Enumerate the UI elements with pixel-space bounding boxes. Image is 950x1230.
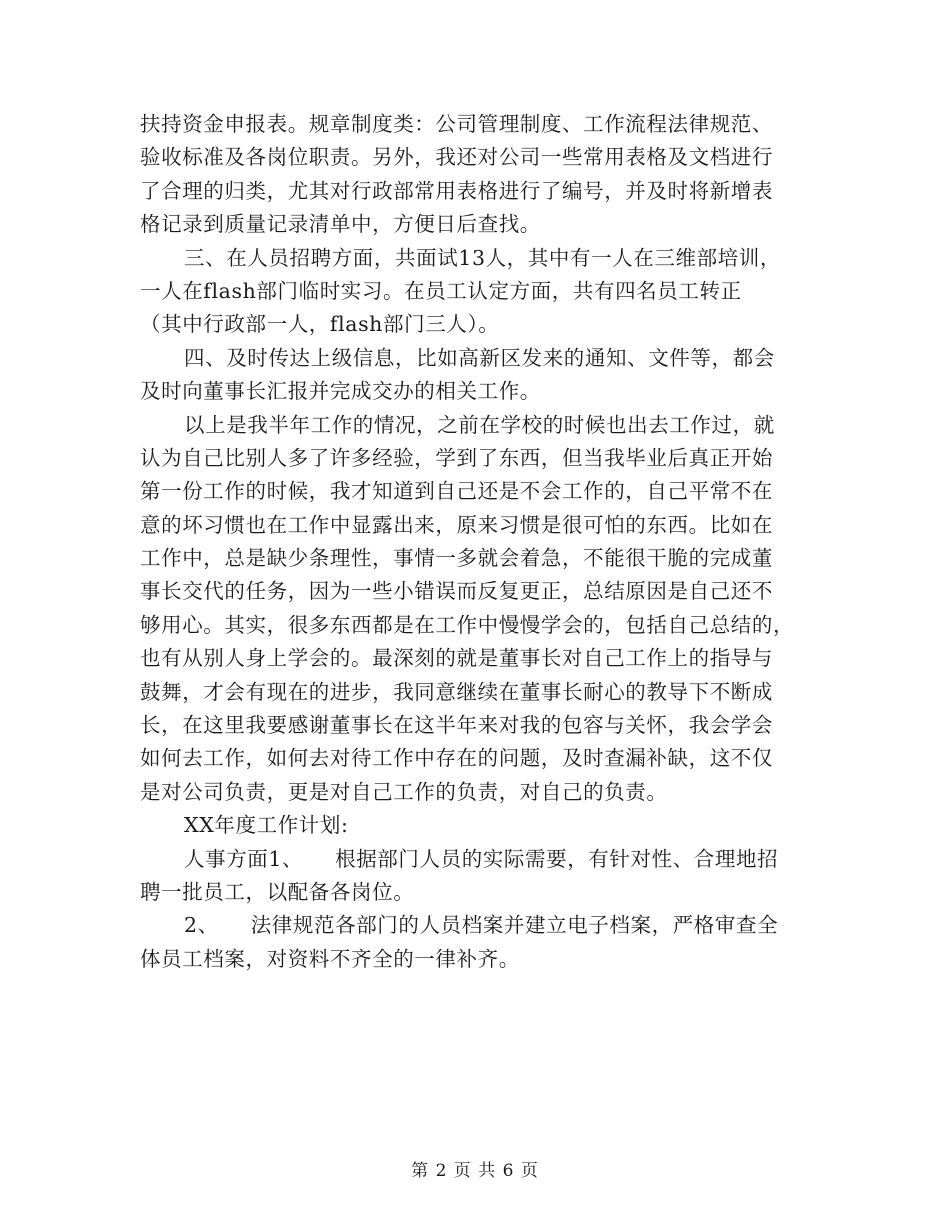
text-line: 事长交代的任务，因为一些小错误而反复更正，总结原因是自己还不 — [140, 579, 773, 604]
text-line: （其中行政部一人，flash部门三人）。 — [140, 312, 500, 337]
page-number-footer: 第 2 页 共 6 页 — [411, 1161, 539, 1181]
text-line: 第一份工作的时候，我才知道到自己还是不会工作的，自己平常不在 — [140, 479, 773, 504]
text-line: 及时向董事长汇报并完成交办的相关工作。 — [140, 379, 541, 404]
text-line: 鼓舞，才会有现在的进步，我同意继续在董事长耐心的教导下不断成 — [140, 679, 773, 704]
text-line: 人事方面1、 根据部门人员的实际需要，有针对性、合理地招 — [184, 846, 779, 871]
text-line: 体员工档案，对资料不齐全的一律补齐。 — [140, 946, 520, 971]
text-line: 格记录到质量记录清单中，方便日后查找。 — [140, 212, 541, 237]
text-line: 够用心。其实，很多东西都是在工作中慢慢学会的，包括自己总结的， — [140, 612, 795, 637]
text-line: 了合理的归类，尤其对行政部常用表格进行了编号，并及时将新增表 — [140, 178, 773, 203]
text-line: 2、 法律规范各部门的人员档案并建立电子档案，严格审查全 — [184, 913, 779, 938]
text-line: 验收标准及各岗位职责。另外，我还对公司一些常用表格及文档进行 — [140, 145, 773, 170]
text-line: 三、在人员招聘方面，共面试13人，其中有一人在三维部培训， — [184, 245, 781, 270]
document-body — [140, 108, 820, 976]
text-line: 意的坏习惯也在工作中显露出来，原来习惯是很可怕的东西。比如在 — [140, 512, 773, 537]
text-line: 工作中，总是缺少条理性，事情一多就会着急，不能很干脆的完成董 — [140, 546, 773, 571]
text-line: 如何去工作，如何去对待工作中存在的问题，及时查漏补缺，这不仅 — [140, 746, 773, 771]
text-line: 认为自己比别人多了许多经验，学到了东西，但当我毕业后真正开始 — [140, 445, 773, 470]
text-line: 也有从别人身上学会的。最深刻的就是董事长对自己工作上的指导与 — [140, 646, 773, 671]
text-line: 以上是我半年工作的情况，之前在学校的时候也出去工作过，就 — [184, 412, 775, 437]
text-line: 长，在这里我要感谢董事长在这半年来对我的包容与关怀，我会学会 — [140, 713, 773, 738]
text-line: XX年度工作计划: — [184, 813, 349, 838]
text-line: 是对公司负责，更是对自己工作的负责，对自己的负责。 — [140, 779, 668, 804]
text-line: 扶持资金申报表。规章制度类：公司管理制度、工作流程法律规范、 — [140, 112, 773, 136]
text-line: 聘一批员工，以配备各岗位。 — [140, 879, 415, 904]
text-line: 四、及时传达上级信息，比如高新区发来的通知、文件等，都会 — [184, 345, 775, 370]
text-line: 一人在flash部门临时实习。在员工认定方面，共有四名员工转正 — [140, 278, 742, 303]
